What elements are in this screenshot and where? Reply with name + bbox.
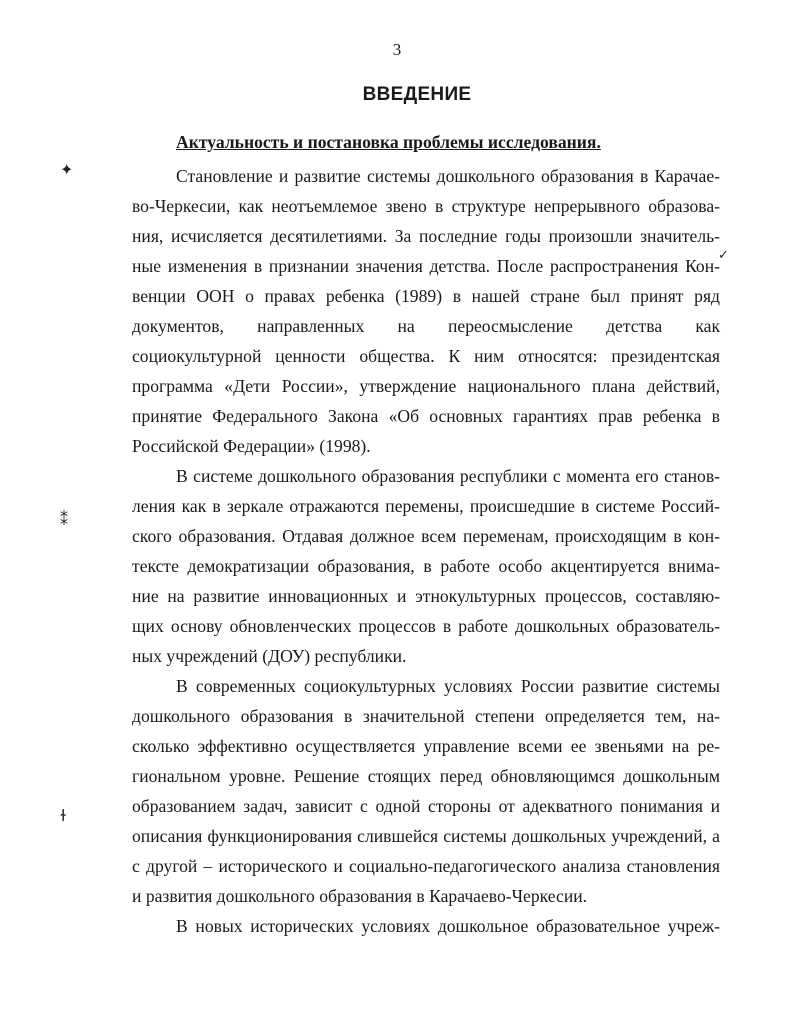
- handwritten-check-icon: ✓: [718, 248, 729, 263]
- text-line: ния, исчисляется десятилетиями. За последние годы произошли значитель-: [132, 226, 720, 246]
- text-line: ского образования. Отдавая должное всем переменам, происходящим в кон-: [132, 526, 720, 546]
- text-line: сколько эффективно осуществляется управление всеми ее звеньями на ре-: [132, 736, 720, 756]
- text-line: дошкольного образования в значительной степени определяется тем, на-: [132, 706, 720, 726]
- text-line: документов, направленных на переосмысление детства как: [132, 316, 720, 336]
- text-line: программа «Дети России», утверждение национального плана действий,: [132, 376, 720, 396]
- text-line: во-Черкесии, как неотъемлемое звено в структуре непрерывного образова-: [132, 196, 720, 216]
- text-line: В новых исторических условиях дошкольное образовательное учреж-: [176, 916, 720, 936]
- text-line: В системе дошкольного образования республики с момента его станов-: [176, 466, 720, 486]
- text-line: ления как в зеркале отражаются перемены, происшедшие в системе Россий-: [132, 496, 720, 516]
- margin-mark-icon: ɫ: [60, 806, 67, 825]
- text-line: венции ООН о правах ребенка (1989) в нашей стране был принят ряд: [132, 286, 720, 306]
- text-line: с другой – исторического и социально-педагогического анализа становления: [132, 856, 720, 876]
- margin-mark-icon: ⁑: [60, 510, 68, 529]
- text-line: ных учреждений (ДОУ) республики.: [132, 646, 407, 666]
- text-line: социокультурной ценности общества. К ним относятся: президентская: [132, 346, 720, 366]
- text-line: В современных социокультурных условиях России развитие системы: [176, 676, 720, 696]
- text-line: принятие Федерального Закона «Об основных гарантиях прав ребенка в: [132, 406, 720, 426]
- section-heading: Актуальность и постановка проблемы исследования.: [176, 132, 601, 152]
- text-line: образованием задач, зависит с одной стороны от адекватного понимания и: [132, 796, 720, 816]
- margin-mark-icon: ✦: [60, 160, 74, 179]
- text-line: ние на развитие инновационных и этнокультурных процессов, составляю-: [132, 586, 720, 606]
- text-line: ные изменения в признании значения детства. После распространения Кон-: [132, 256, 720, 276]
- text-line: тексте демократизации образования, в работе особо акцентируется внима-: [132, 556, 720, 576]
- text-line: и развития дошкольного образования в Карачаево-Черкесии.: [132, 886, 588, 906]
- text-line: Российской Федерации» (1998).: [132, 436, 371, 456]
- text-line: гиональном уровне. Решение стоящих перед обновляющимся дошкольным: [132, 766, 720, 786]
- page-number: 3: [392, 40, 402, 59]
- text-line: описания функционирования слившейся системы дошкольных учреждений, а: [132, 826, 720, 846]
- text-line: щих основу обновленческих процессов в работе дошкольных образователь-: [132, 616, 720, 636]
- page-title: ВВЕДЕНИЕ: [362, 84, 472, 105]
- text-line: Становление и развитие системы дошкольного образования в Карачае-: [176, 166, 720, 186]
